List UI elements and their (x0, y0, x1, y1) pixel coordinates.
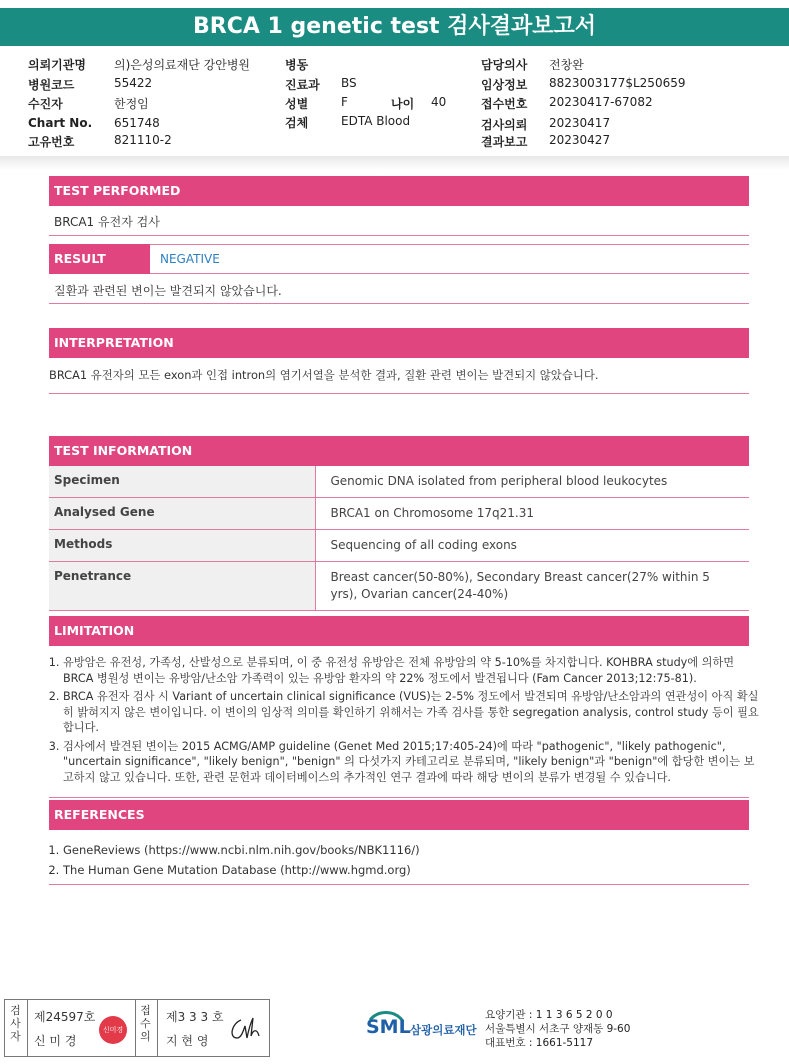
divider (150, 244, 749, 245)
examiner-seal-stamp: 신미경 (99, 1016, 127, 1044)
report-date-value: 20230427 (549, 133, 611, 147)
clinical-info-value: 8823003177$L250659 (549, 76, 686, 90)
report-title: BRCA 1 genetic test 검사결과보고서 (0, 8, 789, 46)
org-phone: 대표번호 : 1661-5117 (485, 1037, 594, 1049)
interpretation-text: BRCA1 유전자의 모든 exon과 인접 intron의 염기서열을 분석한 결과, 질환 관련 변이는 발견되지 않았습니다. (49, 368, 599, 382)
divider (49, 393, 749, 394)
age-value: 40 (431, 95, 447, 109)
department-label: 진료과 (285, 78, 320, 92)
physician-value: 전창완 (549, 58, 584, 72)
age-label: 나이 (391, 97, 415, 111)
signature-box (4, 999, 270, 1057)
request-date-label: 검사의뢰 (481, 118, 528, 132)
result-text: 질환과 관련된 변이는 발견되지 않았습니다. (54, 284, 282, 298)
examiner-license-no: 제24597호 (34, 1010, 96, 1024)
confirmer-signature-icon (227, 1014, 261, 1044)
divider (49, 797, 749, 798)
chart-no-value: 651748 (114, 116, 160, 130)
examiner-cell (27, 1000, 136, 1056)
org-contact (485, 1008, 630, 1050)
penetrance-key: Penetrance (49, 562, 315, 611)
examiner-label-cell (5, 1000, 28, 1056)
specimen-value: Genomic DNA isolated from peripheral blood leukocytes (315, 466, 749, 498)
divider (49, 303, 749, 304)
org-address: 서울특별시 서초구 양재동 9-60 (485, 1023, 631, 1035)
test-information-table (49, 466, 749, 611)
unique-id-value: 821110-2 (114, 133, 172, 147)
referring-org-value: 의)은성의료재단 강안병원 (114, 58, 251, 72)
patient-value: 한정임 (114, 97, 149, 111)
table-row (49, 562, 749, 611)
penetrance-value: Breast cancer(50-80%), Secondary Breast cancer(27% within 5 yrs), Ovarian cancer(24-40%) (315, 562, 749, 611)
chart-no-label: Chart No. (28, 116, 93, 130)
limitation-heading: LIMITATION (49, 616, 749, 646)
confirmer-cell (157, 1000, 268, 1056)
sex-label: 성별 (285, 97, 309, 111)
specimen-type-value: EDTA Blood (341, 114, 411, 128)
clinical-info-label: 임상정보 (481, 78, 528, 92)
ward-label: 병동 (285, 58, 309, 72)
result-heading: RESULT (49, 244, 150, 274)
methods-value: Sequencing of all coding exons (315, 530, 749, 562)
org-name: 삼광의료재단 (410, 1023, 477, 1037)
referring-org-label: 의뢰기관명 (28, 58, 86, 72)
table-row (49, 498, 749, 530)
specimen-key: Specimen (49, 466, 315, 498)
confirmer-label: 접수의 (140, 1004, 151, 1043)
examiner-name: 신 미 경 (34, 1034, 77, 1048)
methods-key: Methods (49, 530, 315, 562)
hospital-code-label: 병원코드 (28, 78, 75, 92)
specimen-type-label: 검체 (285, 116, 309, 130)
references-heading: REFERENCES (49, 800, 749, 830)
list-item: 2. The Human Gene Mutation Database (http://www.hgmd.org) (63, 860, 763, 880)
analysed-gene-value: BRCA1 on Chromosome 17q21.31 (315, 498, 749, 530)
report-date-label: 결과보고 (481, 135, 528, 149)
test-performed-text: BRCA1 유전자 검사 (54, 215, 160, 229)
department-value: BS (341, 76, 357, 90)
confirmer-name: 지 현 영 (166, 1034, 209, 1048)
confirmer-label-cell (135, 1000, 158, 1056)
header-divider (0, 156, 789, 170)
table-row (49, 466, 749, 498)
confirmer-license-no: 제3 3 3 호 (166, 1010, 224, 1024)
list-item: 1. GeneReviews (https://www.ncbi.nlm.nih.gov/books/NBK1116/) (63, 840, 763, 860)
list-item: 3. 검사에서 발견된 변이는 2015 ACMG/AMP guideline (Genet Med 2015;17:405-24)에 따라 "pathogenic", "likely pathogenic", "uncertain significance", "likely benign", "benign" 의 다섯가지 카테고리로 분류되며, "likely benign"과 "benign"에 합당한 변이는 보고하지 않고 있습니다. 또한, 관련 문헌과 데이터베이스의 추가적인 연구 결과에 따라 해당 변이의 분류가 변경될 수 있습니다. (63, 739, 763, 786)
test-performed-heading: TEST PERFORMED (49, 176, 749, 206)
divider (150, 273, 749, 274)
unique-id-label: 고유번호 (28, 135, 75, 149)
receipt-no-value: 20230417-67082 (549, 95, 653, 109)
result-value: NEGATIVE (160, 252, 220, 266)
analysed-gene-key: Analysed Gene (49, 498, 315, 530)
patient-label: 수진자 (28, 97, 63, 111)
list-item: 1. 유방암은 유전성, 가족성, 산발성으로 분류되며, 이 중 유전성 유방암은 전체 유방암의 약 5-10%를 차지합니다. KOHBRA study에 의하면 BRCA 병원성 변이는 유방암/난소암 가족력이 있는 유방암 환자의 약 22% 정도에서 발견됩니다 (Fam Cancer 2013;12:75-81). (63, 655, 763, 686)
references-list (49, 840, 763, 880)
limitation-list (49, 655, 763, 788)
examiner-label: 검사자 (10, 1004, 21, 1043)
sml-logo-text: SML (366, 1016, 411, 1038)
hospital-code-value: 55422 (114, 76, 153, 90)
table-row (49, 530, 749, 562)
divider (49, 235, 749, 236)
test-information-heading: TEST INFORMATION (49, 436, 749, 466)
interpretation-heading: INTERPRETATION (49, 328, 749, 358)
receipt-no-label: 접수번호 (481, 97, 528, 111)
care-institution-code: 요양기관 : 1 1 3 6 5 2 0 0 (485, 1009, 613, 1021)
divider (49, 884, 749, 885)
sex-value: F (341, 95, 348, 109)
list-item: 2. BRCA 유전자 검사 시 Variant of uncertain clinical significance (VUS)는 2-5% 정도에서 발견되며 유방암/난소암과의 연관성이 아직 확실히 밝혀지지 않은 변이입니다. 이 변이의 임상적 의미를 확인하기 위해서는 가족 검사를 통한 segregation analysis, control study 등이 필요합니다. (63, 689, 763, 736)
request-date-value: 20230417 (549, 116, 611, 130)
physician-label: 담당의사 (481, 58, 528, 72)
